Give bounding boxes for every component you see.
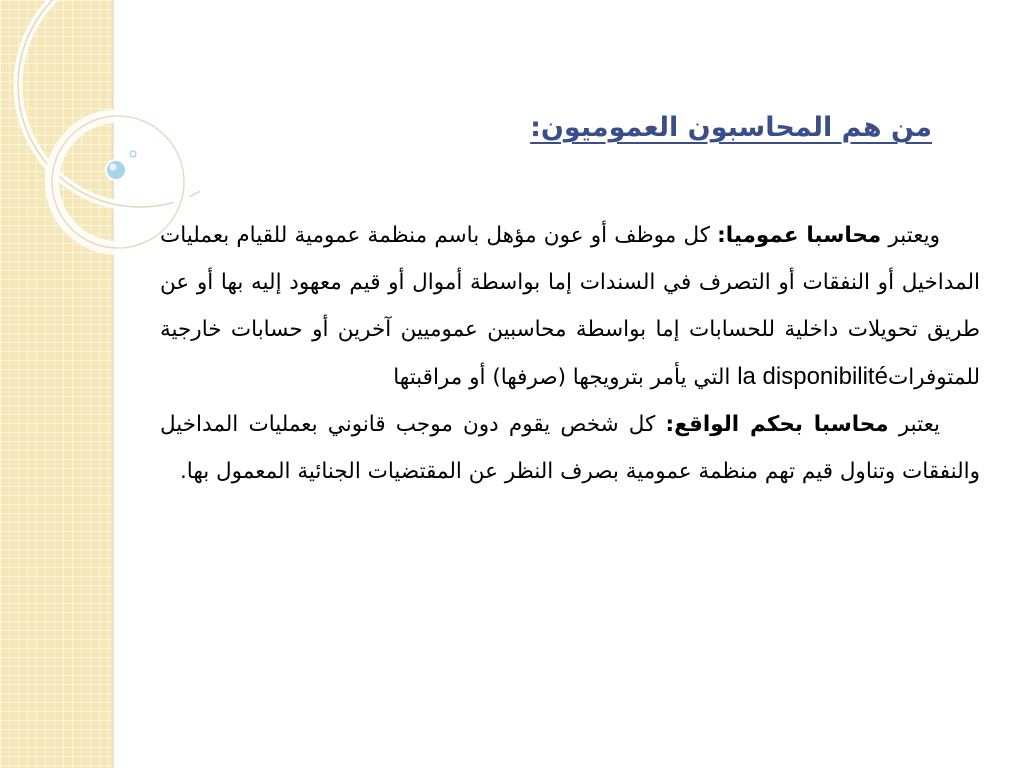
paragraph-de-facto-accountant	[160, 401, 980, 495]
paragraph-public-accountant	[160, 212, 980, 401]
bead-icon	[106, 160, 126, 180]
slide-title: من هم المحاسبون العموميون:	[530, 112, 932, 143]
body-text	[160, 212, 980, 495]
para1-definition: كل موظف أو عون مؤهل باسم منظمة عمومية للقيام بعمليات المداخيل أو النفقات أو التصرف في السندات إما بواسطة أموال أو قيم معهود إليه بها أو عن طريق تحويلات داخلية للحسابات إما بواسطة محاسبين عموميين آخرين أو حسابات خارجية للمتوفرات	[160, 223, 980, 390]
french-term: la disponibilité	[737, 363, 888, 390]
term-de-facto-accountant: محاسبا بحكم الواقع:	[665, 412, 889, 437]
para2-lead: يعتبر	[888, 412, 940, 437]
para1-lead: ويعتبر	[881, 223, 941, 248]
para2-definition: كل شخص يقوم دون موجب قانوني بعمليات المداخيل والنفقات وتناول قيم تهم منظمة عمومية بصرف النظر عن المقتضيات الجنائية المعمول بها.	[160, 412, 980, 484]
term-public-accountant: محاسبا عموميا:	[717, 223, 882, 248]
para1-ending: التي يأمر بترويجها (صرفها) أو مراقبتها	[393, 365, 738, 390]
